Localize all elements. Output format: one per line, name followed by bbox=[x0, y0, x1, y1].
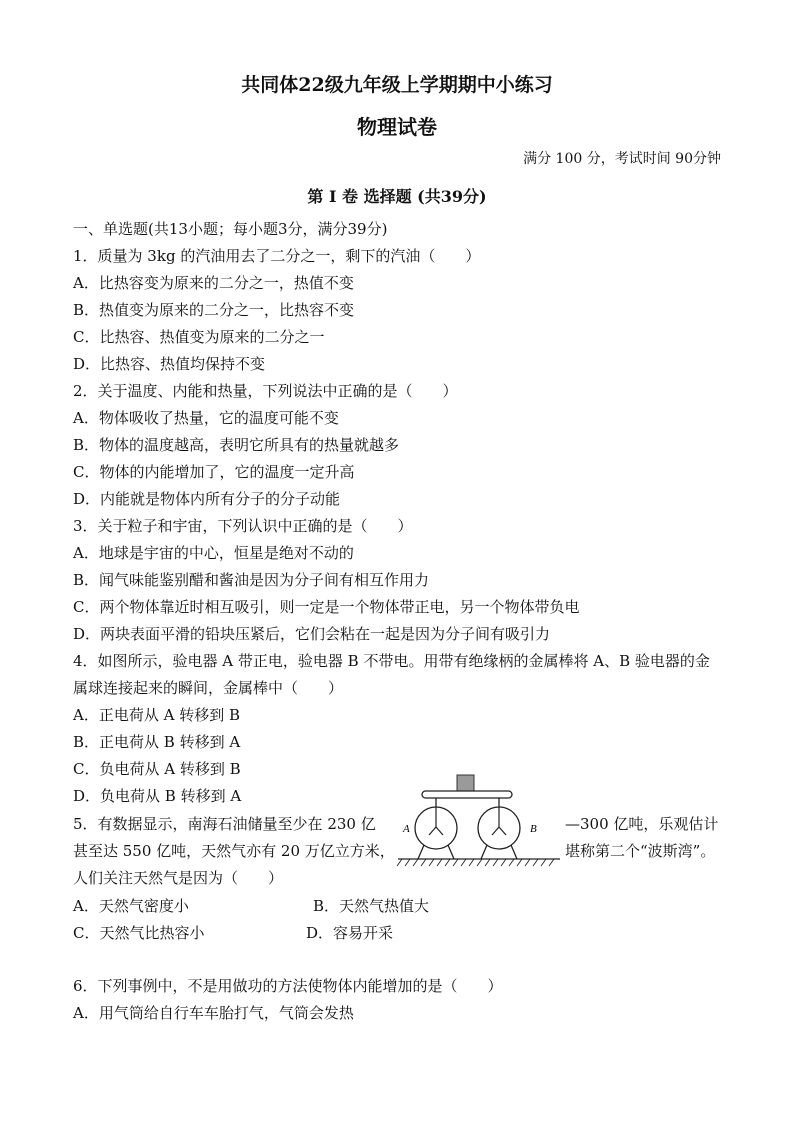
question-3-option-c: C．两个物体靠近时相互吸引，则一定是一个物体带正电，另一个物体带负电 bbox=[73, 598, 580, 616]
question-1-option-d: D．比热容、热值均保持不变 bbox=[73, 355, 266, 373]
question-3-stem: 3．关于粒子和宇宙，下列认识中正确的是（ ） bbox=[73, 517, 413, 535]
page-subtitle: 物理试卷 bbox=[357, 115, 437, 139]
electroscope-a bbox=[415, 798, 457, 859]
question-4-option-d: D．负电荷从 B 转移到 A bbox=[73, 787, 242, 805]
metal-rod bbox=[422, 791, 512, 798]
ground-line bbox=[397, 859, 560, 866]
exam-info: 满分 100 分，考试时间 90分钟 bbox=[523, 151, 721, 167]
question-3-option-a: A．地球是宇宙的中心，恒星是绝对不动的 bbox=[73, 544, 354, 562]
question-2-option-b: B．物体的温度越高，表明它所具有的热量就越多 bbox=[73, 436, 400, 454]
question-5-stem-line-2-right: 堪称第二个“波斯湾”。 bbox=[565, 842, 716, 860]
question-5-option-d: D．容易开采 bbox=[306, 924, 394, 942]
question-1-option-c: C．比热容、热值变为原来的二分之一 bbox=[73, 328, 325, 346]
section-title: 第 I 卷 选择题 (共39分) bbox=[307, 187, 487, 206]
question-5-option-b: B．天然气热值大 bbox=[313, 897, 430, 915]
question-5-option-c: C．天然气比热容小 bbox=[73, 924, 205, 942]
question-5-stem-line-3: 人们关注天然气是因为（ ） bbox=[73, 869, 284, 887]
instructions: 一、单选题(共13小题；每小题3分，满分39分) bbox=[73, 220, 388, 238]
question-3-option-b: B．闻气味能鉴别醋和酱油是因为分子间有相互作用力 bbox=[73, 571, 430, 589]
question-4-stem-line-2: 属球连接起来的瞬间，金属棒中（ ） bbox=[73, 679, 344, 697]
question-4-option-a: A．正电荷从 A 转移到 B bbox=[73, 706, 240, 724]
question-6-stem: 6．下列事例中，不是用做功的方法使物体内能增加的是（ ） bbox=[73, 977, 503, 995]
page-title: 共同体22级九年级上学期期中小练习 bbox=[241, 74, 553, 96]
electroscope-b bbox=[478, 798, 520, 859]
question-5-stem-line-1-left: 5．有数据显示，南海石油储量至少在 230 亿 bbox=[73, 815, 376, 833]
insulated-handle bbox=[457, 775, 474, 791]
question-2-option-a: A．物体吸收了热量，它的温度可能不变 bbox=[73, 409, 339, 427]
question-2-option-d: D．内能就是物体内所有分子的分子动能 bbox=[73, 490, 341, 508]
question-5-stem-line-2-left: 甚至达 550 亿吨，天然气亦有 20 万亿立方米， bbox=[73, 842, 395, 860]
question-3-option-d: D．两块表面平滑的铅块压紧后，它们会粘在一起是因为分子间有吸引力 bbox=[73, 625, 551, 643]
question-6-option-a: A．用气筒给自行车车胎打气，气筒会发热 bbox=[73, 1004, 354, 1022]
question-2-option-c: C．物体的内能增加了，它的温度一定升高 bbox=[73, 463, 355, 481]
question-5-option-a: A．天然气密度小 bbox=[73, 897, 189, 915]
question-5-stem-line-1-right: —300 亿吨，乐观估计 bbox=[565, 815, 719, 833]
question-4-stem-line-1: 4．如图所示，验电器 A 带正电，验电器 B 不带电。用带有绝缘柄的金属棒将 A、B 验电器的金 bbox=[73, 652, 710, 670]
question-1-stem: 1．质量为 3kg 的汽油用去了二分之一，剩下的汽油（ ） bbox=[73, 247, 481, 265]
question-4-option-c: C．负电荷从 A 转移到 B bbox=[73, 760, 241, 778]
question-1-option-b: B．热值变为原来的二分之一，比热容不变 bbox=[73, 301, 355, 319]
label-a: A bbox=[403, 823, 410, 835]
question-4-option-b: B．正电荷从 B 转移到 A bbox=[73, 733, 241, 751]
electroscope-figure bbox=[396, 772, 564, 868]
question-2-stem: 2．关于温度、内能和热量，下列说法中正确的是（ ） bbox=[73, 382, 458, 400]
question-1-option-a: A．比热容变为原来的二分之一，热值不变 bbox=[73, 274, 354, 292]
label-b: B bbox=[530, 823, 537, 835]
